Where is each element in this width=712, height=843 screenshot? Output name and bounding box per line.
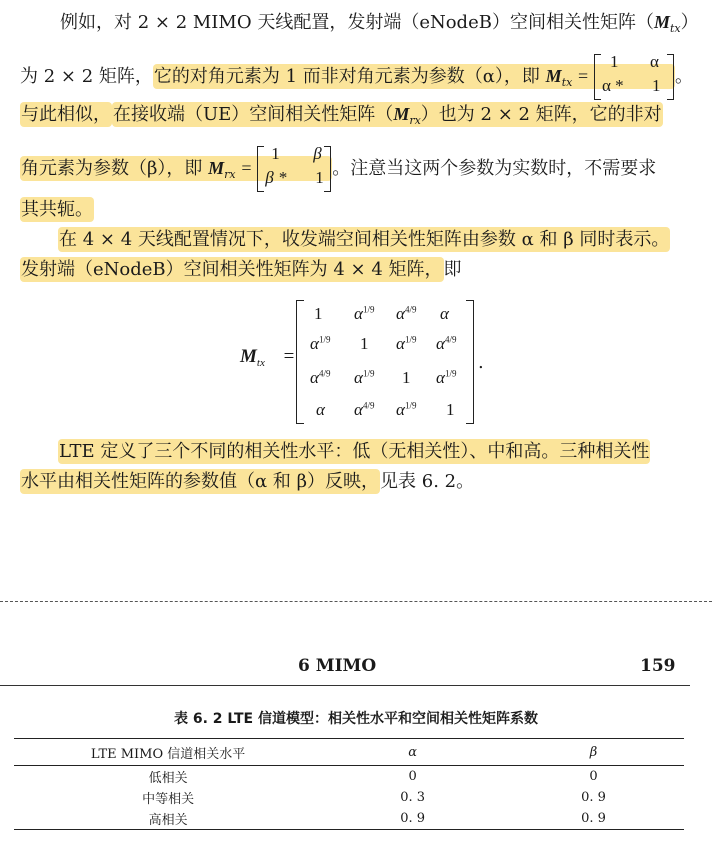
table-header-row xyxy=(14,739,684,766)
base: α xyxy=(396,334,405,353)
table-header-cell: α xyxy=(322,739,503,766)
table-caption: 表 6. 2 LTE 信道模型：相关性水平和空间相关性矩阵系数 xyxy=(173,711,538,727)
equals: = xyxy=(283,346,295,367)
base: α xyxy=(310,334,319,353)
matrix-cell: α xyxy=(649,52,659,71)
matrix-cell: α * xyxy=(601,76,624,95)
base: α xyxy=(354,400,363,419)
subscript: rx xyxy=(409,114,421,127)
highlight: 水平由相关性矩阵的参数值（α 和 β）反映， xyxy=(21,471,380,492)
highlight: LTE 定义了三个不同的相关性水平：低（无相关性）、中和高。三种相关性 xyxy=(59,441,650,462)
highlight xyxy=(153,52,675,95)
base: α xyxy=(354,304,363,323)
matrix-cell xyxy=(436,334,456,354)
bracket-right xyxy=(667,54,674,100)
page-break-divider xyxy=(0,601,712,602)
bracket-right xyxy=(324,146,331,192)
matrix-cell xyxy=(310,368,330,388)
table-cell: 0 xyxy=(589,769,598,784)
correlation-table xyxy=(14,738,684,830)
exponent: 1/9 xyxy=(404,400,417,411)
equals: = xyxy=(241,158,252,178)
equals: = xyxy=(578,66,589,86)
mtx-2x2-matrix xyxy=(594,54,674,100)
para1-line3 xyxy=(20,100,663,135)
para3-line2 xyxy=(20,468,474,496)
table-cell: 0. 9 xyxy=(322,808,503,830)
text: 角元素为参数（β），即 xyxy=(21,158,203,179)
big-matrix-bracket-right xyxy=(466,300,474,424)
matrix-cell: 1 xyxy=(271,144,280,163)
exponent: 4/9 xyxy=(404,304,417,315)
matrix-cell: 1 xyxy=(315,168,324,187)
table-row xyxy=(14,766,684,788)
para2-line2 xyxy=(20,256,462,284)
header-rule xyxy=(0,685,690,686)
matrix-cell: α xyxy=(440,304,449,323)
base: α xyxy=(436,334,445,353)
subscript: tx xyxy=(669,22,681,35)
matrix-cell xyxy=(436,368,456,388)
text: 见表 6. 2。 xyxy=(380,471,475,492)
mrx-2x2-matrix xyxy=(257,146,331,192)
para1-line1 xyxy=(60,8,699,43)
base: α xyxy=(396,304,405,323)
math-symbol: M xyxy=(545,66,562,86)
math-symbol: M xyxy=(208,158,225,178)
text: 。 xyxy=(674,66,693,87)
highlight: 与此相似， xyxy=(21,104,111,125)
exponent: 1/9 xyxy=(362,368,375,379)
matrix-label xyxy=(240,346,294,369)
math-symbol: M xyxy=(240,346,257,367)
para1-line5 xyxy=(20,196,94,224)
highlight xyxy=(112,102,663,127)
matrix-cell: 1 xyxy=(314,304,323,323)
para1-line2 xyxy=(20,54,693,100)
bracket-left xyxy=(257,146,264,192)
highlight: 其共轭。 xyxy=(21,199,93,220)
math-symbol: M xyxy=(393,104,410,124)
matrix-cell xyxy=(354,400,374,420)
bracket-left xyxy=(594,54,601,100)
matrix-cell: β * xyxy=(265,168,287,187)
matrix-cell: 1 xyxy=(360,334,369,353)
matrix-cell: 1 xyxy=(609,52,619,71)
para1-line4 xyxy=(20,146,656,192)
subscript: tx xyxy=(561,76,573,89)
table-cell: 0. 3 xyxy=(400,790,426,805)
big-matrix-end: . xyxy=(478,352,484,373)
math-symbol: M xyxy=(653,12,670,32)
highlight: 在 4 × 4 天线配置情况下，收发端空间相关性矩阵由参数 α 和 β 同时表示。 xyxy=(59,229,670,250)
table-header-cell: LTE MIMO 信道相关水平 xyxy=(14,739,322,766)
exponent: 1/9 xyxy=(444,368,457,379)
table-cell: 0. 9 xyxy=(503,808,684,830)
highlight: 发射端（eNodeB）空间相关性矩阵为 4 × 4 矩阵， xyxy=(21,259,443,280)
exponent: 4/9 xyxy=(444,334,457,345)
exponent: 4/9 xyxy=(318,368,331,379)
matrix-cell xyxy=(396,304,416,324)
base: α xyxy=(436,368,445,387)
matrix-cell xyxy=(354,304,374,324)
table-cell: 高相关 xyxy=(14,808,322,830)
mtx-4x4-equation xyxy=(0,290,712,430)
subscript: tx xyxy=(256,357,265,369)
subscript: rx xyxy=(224,168,236,181)
table-row xyxy=(14,808,684,830)
matrix-cell: α xyxy=(316,400,325,419)
table-cell: 低相关 xyxy=(148,771,188,786)
table-cell: 0. 9 xyxy=(581,790,606,805)
matrix-cell: β xyxy=(313,144,322,163)
matrix-cell: 1 xyxy=(402,368,411,387)
table-row xyxy=(14,787,684,808)
text: 即 xyxy=(443,259,462,280)
exponent: 1/9 xyxy=(318,334,331,345)
para2-line1 xyxy=(58,226,670,254)
big-matrix-bracket-left xyxy=(296,300,304,424)
exponent: 4/9 xyxy=(362,400,375,411)
base: α xyxy=(310,368,319,387)
text: ） xyxy=(680,12,699,33)
table-cell: 中等相关 xyxy=(142,792,195,807)
table-header-cell: β xyxy=(503,739,684,766)
chapter-header: 6 MIMO xyxy=(298,656,377,676)
matrix-cell xyxy=(396,334,416,354)
matrix-cell xyxy=(310,334,330,354)
page-number: 159 xyxy=(640,656,676,676)
para3-line1 xyxy=(58,438,650,466)
base: α xyxy=(354,368,363,387)
text: 为 2 × 2 矩阵， xyxy=(20,66,153,87)
base: α xyxy=(396,400,405,419)
matrix-cell: 1 xyxy=(651,76,661,95)
text: 在接收端（UE）空间相关性矩阵（ xyxy=(113,104,394,125)
text: 例如，对 2 × 2 MIMO 天线配置，发射端（eNodeB）空间相关性矩阵（ xyxy=(60,12,654,33)
table-cell: 0 xyxy=(408,769,417,784)
matrix-cell xyxy=(396,400,416,420)
exponent: 1/9 xyxy=(404,334,417,345)
exponent: 1/9 xyxy=(362,304,375,315)
matrix-cell xyxy=(354,368,374,388)
matrix-cell: 1 xyxy=(446,400,455,419)
highlight xyxy=(20,144,332,187)
text: 。注意当这两个参数为实数时，不需要求 xyxy=(332,158,657,179)
text: ）也为 2 × 2 矩阵，它的非对 xyxy=(420,104,662,125)
text: 它的对角元素为 1 而非对角元素为参数（α），即 xyxy=(153,66,540,87)
